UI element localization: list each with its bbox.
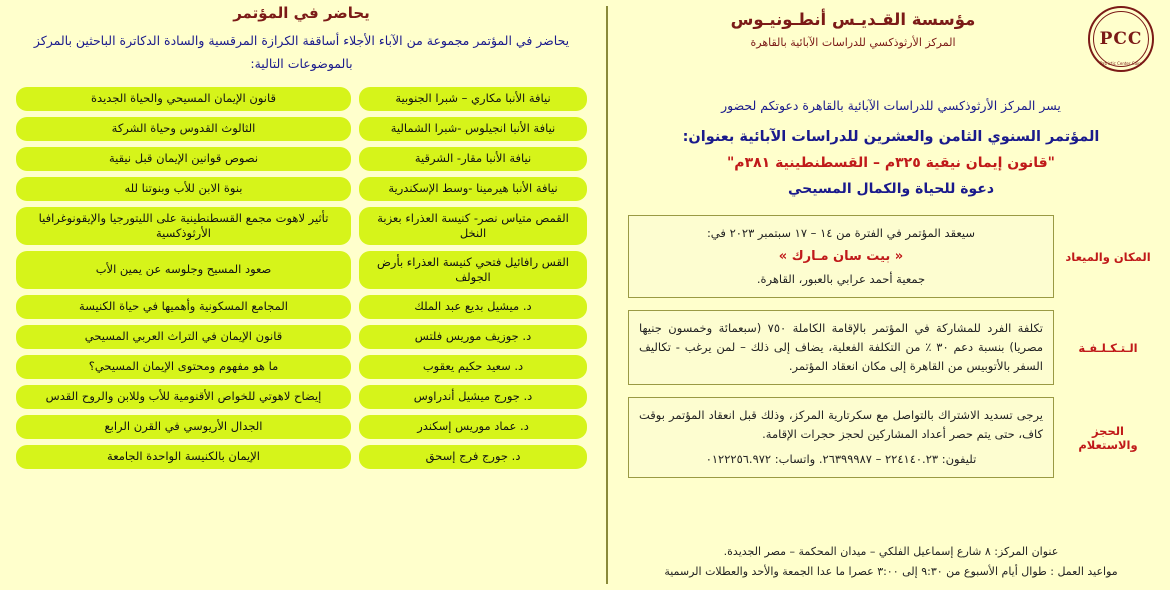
organization-name: مؤسسة القـديـس أنطـونيـوس bbox=[730, 10, 976, 29]
venue-name: « بيت سان مـارك » bbox=[778, 248, 904, 264]
info-row-venue bbox=[628, 215, 1154, 298]
table-row bbox=[16, 415, 587, 439]
lecturers-table bbox=[16, 87, 587, 469]
logo-monogram: PCC bbox=[1093, 11, 1149, 67]
info-row-cost bbox=[628, 310, 1154, 385]
lecturer-name: د. سعيد حكيم يعقوب bbox=[359, 355, 587, 379]
table-row bbox=[16, 207, 587, 245]
lecture-topic: تأثير لاهوت مجمع القسطنطينية على الليتورجيا والإيقونوغرافيا الأرثوذكسية bbox=[16, 207, 351, 245]
panel-divider bbox=[603, 6, 608, 584]
info-row-booking bbox=[628, 397, 1154, 478]
lecturer-name: نيافة الأنبا مكاري – شبرا الجنوبية bbox=[359, 87, 587, 111]
lecturer-name: نيافة الأنبا انجيلوس -شبرا الشمالية bbox=[359, 117, 587, 141]
lecturer-name: د. ميشيل بديع عبد الملك bbox=[359, 295, 587, 319]
info-label-venue: المكان والميعاد bbox=[1065, 249, 1151, 264]
table-row bbox=[16, 147, 587, 171]
lecture-topic: صعود المسيح وجلوسه عن يمين الأب bbox=[16, 251, 351, 289]
table-row bbox=[16, 251, 587, 289]
lecture-topic: قانون الإيمان في التراث العربي المسيحي bbox=[16, 325, 351, 349]
table-row bbox=[16, 117, 587, 141]
lecturer-name: د. عماد موريس إسكندر bbox=[359, 415, 587, 439]
info-box-cost: تكلفة الفرد للمشاركة في المؤتمر بالإقامة الكاملة ٧٥٠ (سبعمائة وخمسون جنيها مصريا) بنسبة دعم ٣٠ ٪ من التكلفة الفعلية، يضاف إلى ذلك – لمن يرغب - تكاليف السفر بالأتوبيس من القاهرة إلى مكان انعقاد المؤتمر. bbox=[628, 310, 1054, 385]
footer bbox=[628, 542, 1154, 586]
lecturer-name: د. جورج ميشيل أندراوس bbox=[359, 385, 587, 409]
lecture-topic: الإيمان بالكنيسة الواحدة الجامعة bbox=[16, 445, 351, 469]
lecture-topic: الثالوث القدوس وحياة الشركة bbox=[16, 117, 351, 141]
invitation-line: يسر المركز الأرثوذكسي للدراسات الآبائية بالقاهرة دعوتكم لحضور bbox=[721, 98, 1061, 113]
info-box-venue bbox=[628, 215, 1054, 298]
lecturers-heading: يحاضر في المؤتمر bbox=[233, 4, 370, 22]
lecturer-name: نيافة الأنبا مقار- الشرقية bbox=[359, 147, 587, 171]
organization-logo-icon bbox=[1088, 6, 1154, 72]
lecture-topic: إيضاح لاهوتي للخواص الأقنومية للأب وللابن والروح القدس bbox=[16, 385, 351, 409]
table-row bbox=[16, 355, 587, 379]
organization-header bbox=[628, 6, 1154, 72]
table-row bbox=[16, 445, 587, 469]
lecturer-name: نيافة الأنبا هيرمينا -وسط الإسكندرية bbox=[359, 177, 587, 201]
info-label-booking: الحجز والاستعلام bbox=[1078, 423, 1138, 452]
table-row bbox=[16, 295, 587, 319]
organization-subtitle: المركز الأرثوذكسي للدراسات الآبائية بالقاهرة bbox=[750, 36, 956, 49]
lecture-topic: المجامع المسكونية وأهميها في حياة الكنيسة bbox=[16, 295, 351, 319]
table-row bbox=[16, 177, 587, 201]
table-row bbox=[16, 325, 587, 349]
conference-info-panel bbox=[614, 0, 1170, 590]
lecture-topic: الجدال الأريوسي في القرن الرابع bbox=[16, 415, 351, 439]
organization-titles bbox=[628, 6, 1078, 49]
lecture-topic: نصوص قوانين الإيمان قبل نيقية bbox=[16, 147, 351, 171]
lecture-topic: بنوة الابن للأب وبنوتنا لله bbox=[16, 177, 351, 201]
venue-date-line: سيعقد المؤتمر في الفترة من ١٤ – ١٧ سبتمبر ٢٠٢٣ في: bbox=[706, 226, 976, 240]
lecturer-name: القمص متياس نصر- كنيسة العذراء بعزبة النخل bbox=[359, 207, 587, 245]
table-row bbox=[16, 87, 587, 111]
lecturer-name: القس رافائيل فتحي كنيسة العذراء بأرض الجولف bbox=[359, 251, 587, 289]
conference-title: المؤتمر السنوي الثامن والعشرين للدراسات الآبائية بعنوان: bbox=[682, 129, 1100, 145]
info-label-cost: الـتـكـلـفـة bbox=[1078, 340, 1138, 355]
table-row bbox=[16, 385, 587, 409]
venue-address: جمعية أحمد عرابي بالعبور، القاهرة. bbox=[756, 272, 926, 287]
info-box-booking bbox=[628, 397, 1054, 478]
conference-subtitle: "قانون إيمان نيقية ٣٢٥م – القسطنطينية ٣٨١م" bbox=[727, 155, 1055, 171]
lecturers-intro: يحاضر في المؤتمر مجموعة من الآباء الأجلاء أساقفة الكرازة المرقسية والسادة الدكاترة الباحثين بالمركز بالموضوعات التالية: bbox=[33, 33, 570, 71]
booking-text: يرجى تسديد الاشتراك بالتواصل مع سكرتارية المركز، وذلك قبل انعقاد المؤتمر بوقت كاف، حتى يتم حصر أعداد المشاركين لحجز حجرات الإقامة. bbox=[639, 408, 1043, 442]
lecturer-name: د. جوزيف موريس فلتس bbox=[359, 325, 587, 349]
lecture-topic: ما هو مفهوم ومحتوى الإيمان المسيحي؟ bbox=[16, 355, 351, 379]
conference-theme: دعوة للحياة والكمال المسيحي bbox=[787, 181, 995, 197]
booking-phones: تليفون: ٢٢٤١٤٠.٢٣ – ٢٦٣٩٩٩٨٧. واتساب: ٠١٢٢٢٥٦.٩٧٢ bbox=[705, 452, 977, 467]
footer-address: عنوان المركز: ٨ شارع إسماعيل الفلكي – ميدان المحكمة – مصر الجديدة. bbox=[723, 545, 1059, 559]
lecture-topic: قانون الإيمان المسيحي والحياة الجديدة bbox=[16, 87, 351, 111]
info-table bbox=[628, 215, 1154, 478]
logo-ring-text: Patristic Center Cairo bbox=[1099, 61, 1143, 66]
lecturer-name: د. جورج فرج إسحق bbox=[359, 445, 587, 469]
footer-hours: مواعيد العمل : طوال أيام الأسبوع من ٩:٣٠ إلى ٣:٠٠ عصرا ما عدا الجمعة والأحد والعطلات الرسمية bbox=[664, 565, 1118, 579]
